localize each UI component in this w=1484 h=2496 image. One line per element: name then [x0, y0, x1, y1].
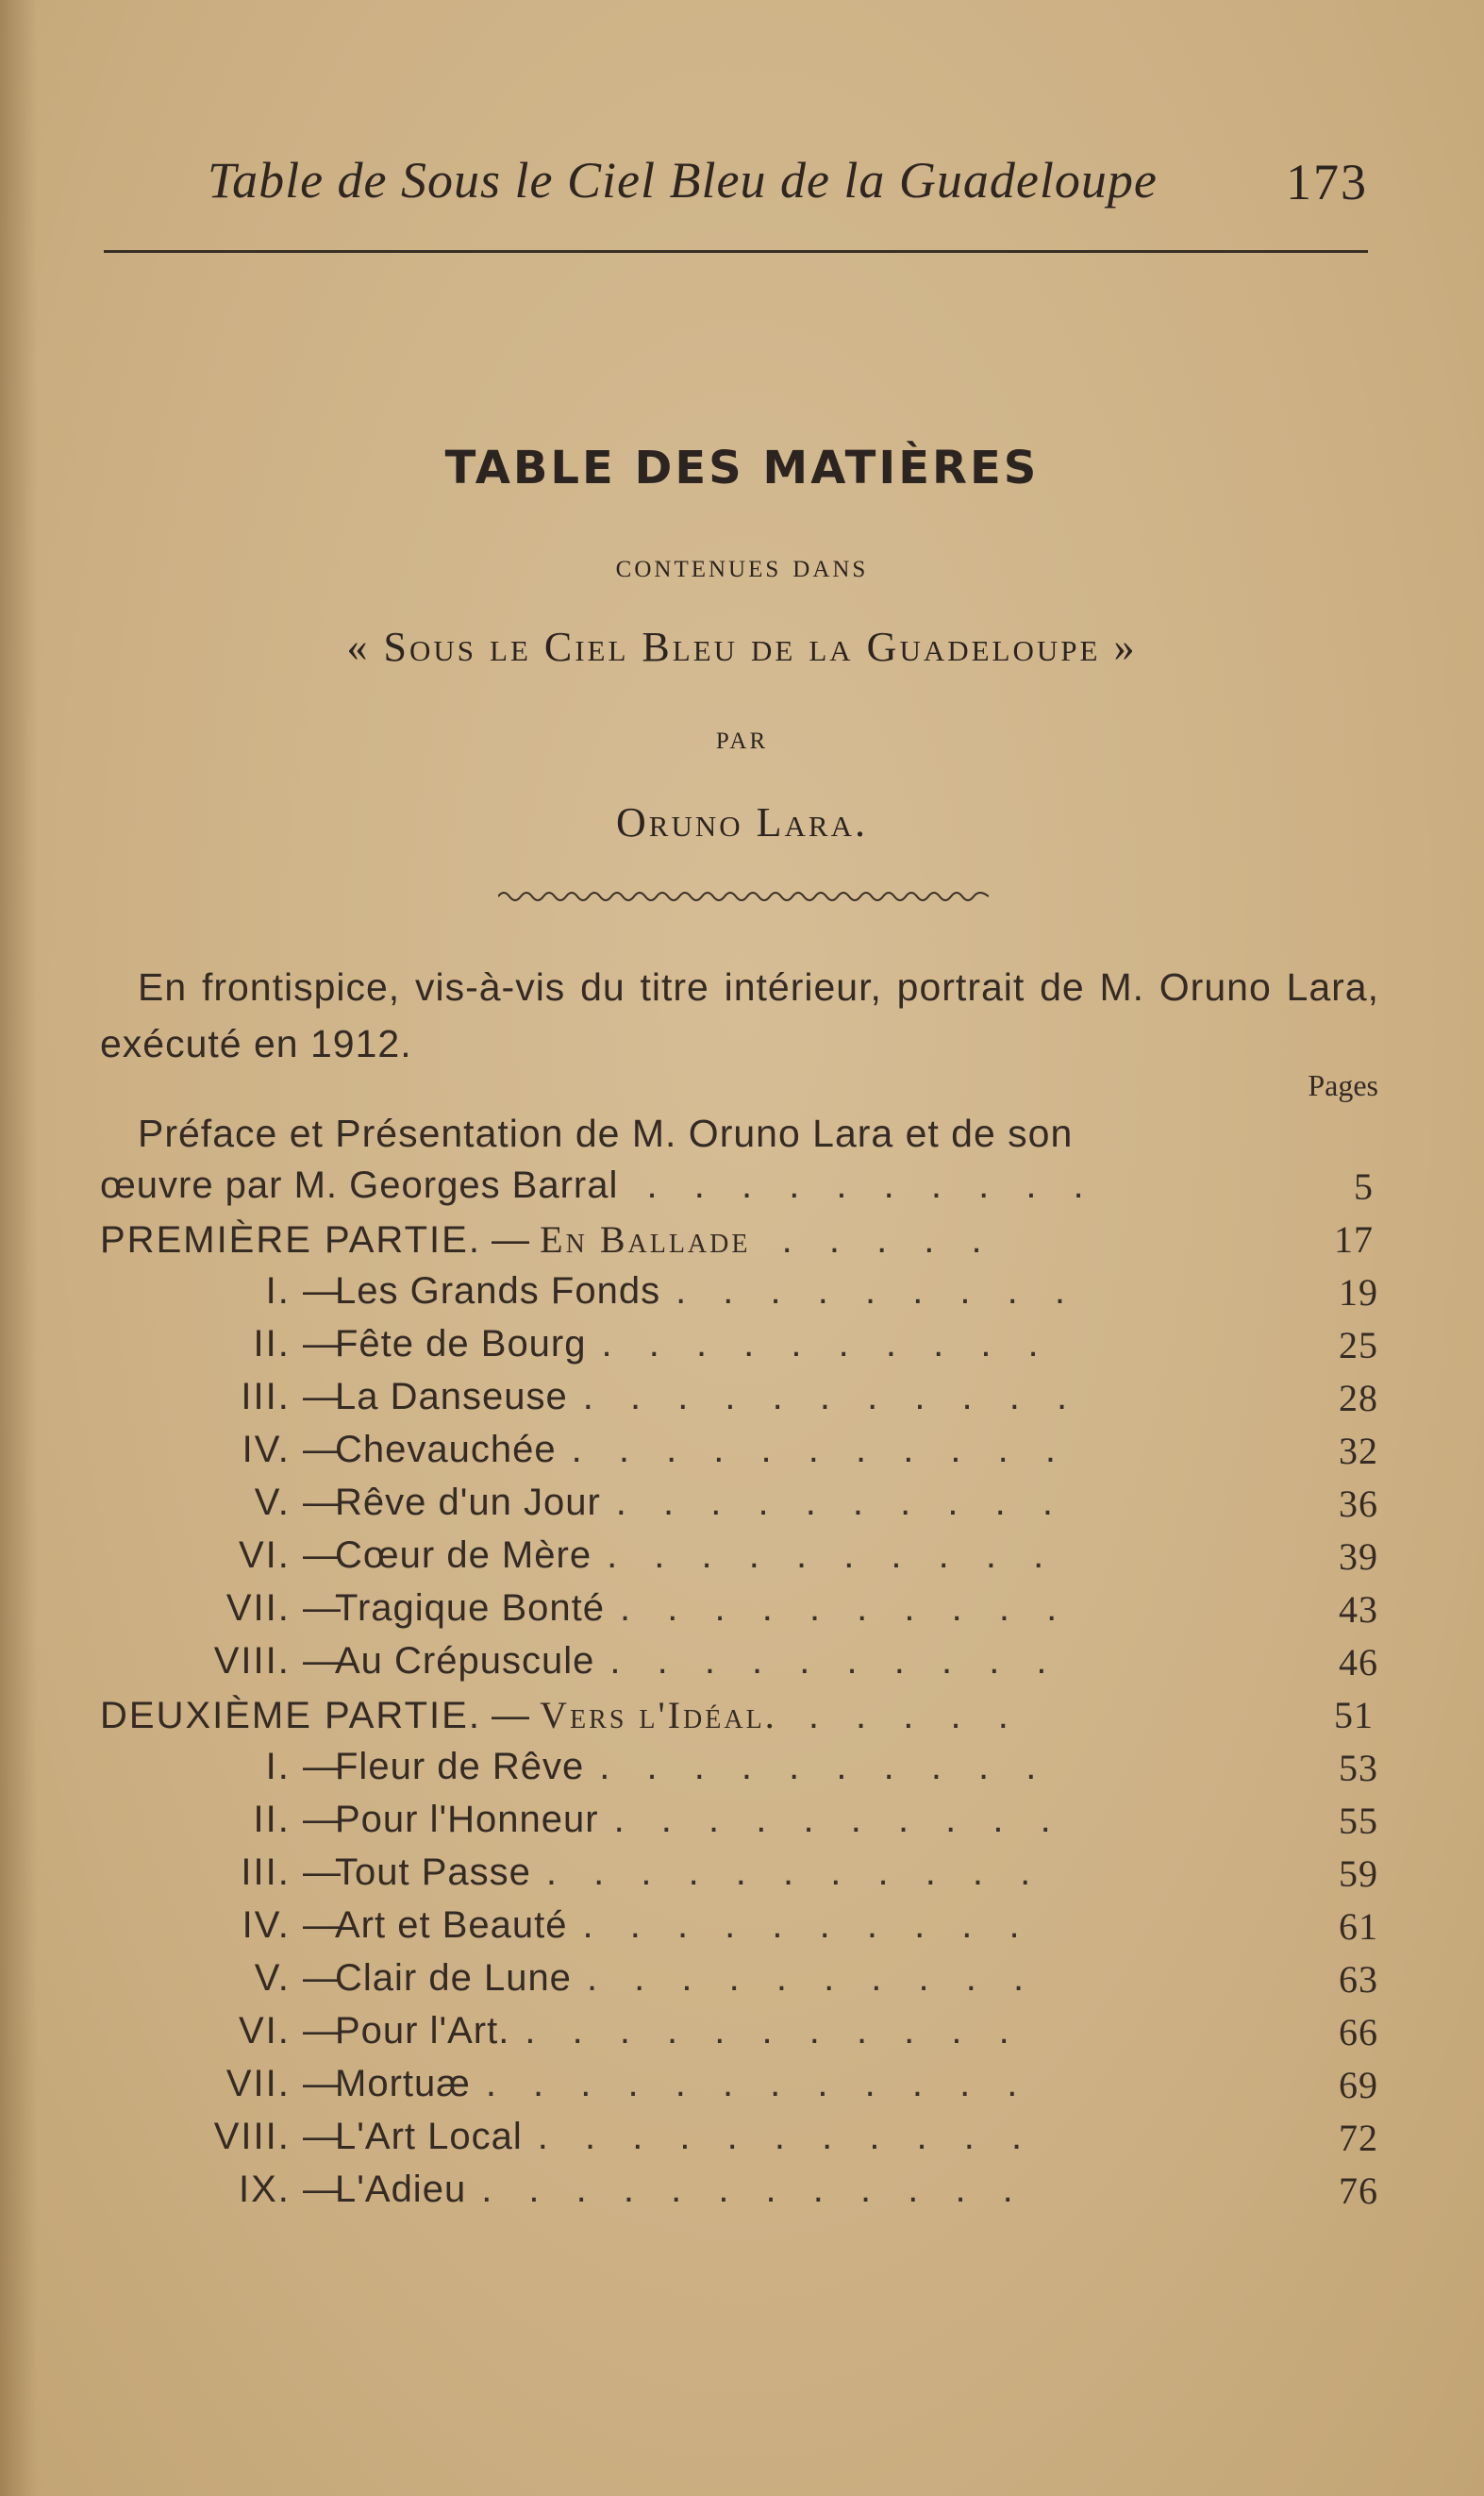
- toc-entry: [0, 2116, 1484, 2169]
- page-ref: 36: [1339, 1483, 1378, 1525]
- page-ref: 63: [1339, 1958, 1378, 2001]
- chapter-number: VI. —: [238, 1534, 342, 1576]
- chapter-title: Les Grands Fonds: [335, 1270, 661, 1312]
- leader-dots: . . . . .: [808, 1695, 1022, 1736]
- chapter-number: III. —: [241, 1376, 342, 1417]
- leader-dots: . . . . . . . . . .: [599, 1746, 1050, 1787]
- toc-entry: [0, 1270, 1484, 1323]
- leader-dots: . . . . . . . . . .: [582, 1904, 1033, 1946]
- chapter-label: [335, 1957, 1278, 2000]
- chapter-label: [335, 1587, 1278, 1630]
- page-ref: 25: [1339, 1324, 1378, 1366]
- leader-dots: . . . . . . . . . . .: [545, 1851, 1044, 1893]
- chapter-label: [335, 1429, 1278, 1471]
- chapter-title: La Danseuse: [335, 1376, 568, 1417]
- page-number: 173: [1286, 154, 1368, 210]
- toc-entry: [0, 1851, 1484, 1904]
- chapter-label: [335, 1746, 1278, 1788]
- running-title: Table de Sous le Ciel Bleu de la Guadeloupe: [208, 152, 1158, 209]
- toc-entry: [0, 1799, 1484, 1851]
- chapter-number: V. —: [254, 1482, 342, 1523]
- page-ref: 55: [1339, 1800, 1378, 1842]
- chapter-number: VIII. —: [213, 2116, 342, 2157]
- part-subtitle: Vers l'Idéal.: [540, 1694, 777, 1736]
- leader-dots: . . . . . . . . . .: [613, 1799, 1064, 1840]
- page-ref: 59: [1339, 1852, 1378, 1895]
- chapter-number: I. —: [265, 1270, 342, 1312]
- page-ref: 17: [1334, 1218, 1374, 1261]
- header-rule: [104, 250, 1368, 253]
- chapter-number: II. —: [253, 1323, 342, 1365]
- leader-dots: . . . . .: [781, 1219, 995, 1261]
- toc-entry: [0, 1587, 1484, 1640]
- part-separator: —: [480, 1219, 541, 1261]
- leader-dots: . . . . . . . . .: [675, 1270, 1078, 1312]
- chapter-label: [335, 1270, 1278, 1313]
- leader-dots: . . . . . . . . . .: [601, 1323, 1052, 1365]
- part-name: PREMIÈRE PARTIE.: [100, 1219, 481, 1261]
- chapter-title: Au Crépuscule: [335, 1640, 595, 1682]
- leader-dots: . . . . . . . . . .: [607, 1534, 1058, 1576]
- chapter-label: [335, 1534, 1278, 1577]
- leader-dots: . . . . . . . . . .: [615, 1482, 1066, 1523]
- chapter-label: [335, 1482, 1278, 1524]
- chapter-number: IX. —: [238, 2169, 342, 2210]
- page-ref: 39: [1339, 1535, 1378, 1578]
- chapter-label: [335, 1640, 1278, 1683]
- toc-entry: [0, 2010, 1484, 2063]
- page-ref: 72: [1339, 2117, 1378, 2159]
- chapter-number: IV. —: [242, 1429, 342, 1470]
- page-ref: 69: [1339, 2064, 1378, 2106]
- page-ref: 66: [1339, 2011, 1378, 2053]
- chapter-title: Tout Passe: [335, 1851, 531, 1893]
- toc-entry: [0, 1429, 1484, 1482]
- part-heading: [100, 1217, 1379, 1270]
- chapter-label: [335, 1323, 1278, 1365]
- chapter-title: Tragique Bonté: [335, 1587, 606, 1629]
- leader-dots: . . . . . . . . . . .: [582, 1376, 1081, 1417]
- wavy-ornament: [498, 885, 989, 904]
- preface-line-2: œuvre par M. Georges Barral: [100, 1164, 619, 1206]
- chapter-title: Art et Beauté: [335, 1904, 568, 1946]
- chapter-label: [335, 1904, 1278, 1947]
- leader-dots: . . . . . . . . . . . .: [481, 2169, 1026, 2210]
- toc-entry: [0, 2063, 1484, 2116]
- pages-column-label: Pages: [1308, 1068, 1378, 1102]
- chapter-label: [335, 2169, 1278, 2211]
- chapter-number: VII. —: [225, 2063, 342, 2104]
- book-title: « Sous le Ciel Bleu de la Guadeloupe »: [346, 624, 1138, 670]
- author-name: Oruno Lara.: [616, 799, 868, 846]
- page-ref: 61: [1339, 1905, 1378, 1948]
- leader-dots: . . . . . . . . . . .: [537, 2116, 1036, 2157]
- chapter-number: III. —: [241, 1851, 342, 1893]
- part-heading: [100, 1693, 1379, 1746]
- chapter-title: L'Art Local: [335, 2116, 523, 2157]
- chapter-label: [335, 1376, 1278, 1418]
- chapter-title: Cœur de Mère: [335, 1534, 592, 1576]
- by-label: par: [715, 718, 769, 756]
- chapter-label: [335, 2116, 1278, 2158]
- page-ref: 53: [1339, 1747, 1378, 1789]
- chapter-number: II. —: [253, 1799, 342, 1840]
- running-head: [104, 151, 1368, 226]
- toc-entry: [0, 1957, 1484, 2010]
- toc-entry: [0, 2169, 1484, 2221]
- chapter-title: Pour l'Honneur: [335, 1799, 599, 1840]
- chapter-number: I. —: [265, 1746, 342, 1787]
- frontispiece-note: En frontispice, vis-à-vis du titre intérieur, portrait de M. Oruno Lara, exécuté en 1912.: [100, 965, 1379, 1065]
- page-ref: 32: [1339, 1430, 1378, 1472]
- page-ref: 51: [1334, 1694, 1374, 1736]
- leader-dots: . . . . . . . . . . .: [525, 2010, 1023, 2052]
- toc-entry: [0, 1904, 1484, 1957]
- chapter-number: V. —: [254, 1957, 342, 1999]
- part-name: DEUXIÈME PARTIE.: [100, 1695, 481, 1736]
- leader-dots: . . . . . . . . . .: [620, 1587, 1071, 1629]
- chapter-label: [335, 1851, 1278, 1894]
- page-ref: 5: [1354, 1165, 1374, 1208]
- leader-dots: . . . . . . . . . .: [586, 1957, 1038, 1999]
- chapter-title: Fête de Bourg: [335, 1323, 587, 1365]
- chapter-title: Rêve d'un Jour: [335, 1482, 601, 1523]
- toc-entry: [0, 1640, 1484, 1693]
- chapter-title: Chevauchée: [335, 1429, 557, 1470]
- page-ref: 28: [1339, 1377, 1378, 1419]
- page-ref: 19: [1339, 1271, 1378, 1314]
- part-separator: —: [480, 1695, 541, 1736]
- chapter-label: [335, 2010, 1278, 2052]
- toc-entry: [0, 1482, 1484, 1534]
- toc-subtitle: contenues dans: [615, 546, 869, 584]
- page-ref: 46: [1339, 1641, 1378, 1684]
- leader-dots: . . . . . . . . . .: [609, 1640, 1060, 1682]
- chapter-number: VIII. —: [213, 1640, 342, 1682]
- chapter-number: VI. —: [238, 2010, 342, 2052]
- chapter-title: L'Adieu: [335, 2169, 467, 2210]
- chapter-title: Fleur de Rêve: [335, 1746, 585, 1787]
- toc-entry: [0, 1376, 1484, 1429]
- page-ref: 43: [1339, 1588, 1378, 1631]
- chapter-title: Pour l'Art.: [335, 2010, 510, 2052]
- preface-line-1: Préface et Présentation de M. Oruno Lara et de son: [138, 1112, 1074, 1155]
- chapter-label: [335, 1799, 1278, 1841]
- chapter-label: [335, 2063, 1278, 2105]
- chapter-number: IV. —: [242, 1904, 342, 1946]
- chapter-title: Mortuæ: [335, 2063, 471, 2104]
- page-ref: 76: [1339, 2169, 1378, 2212]
- toc-entry: [0, 1746, 1484, 1799]
- part-subtitle: En Ballade: [540, 1218, 751, 1261]
- toc-entry: [0, 1534, 1484, 1587]
- preface-entry: [100, 1164, 1379, 1217]
- leader-dots: . . . . . . . . . . . .: [485, 2063, 1031, 2104]
- chapter-number: VII. —: [225, 1587, 342, 1629]
- leader-dots: . . . . . . . . . .: [646, 1164, 1097, 1206]
- toc-entry: [0, 1323, 1484, 1376]
- leader-dots: . . . . . . . . . . .: [571, 1429, 1069, 1470]
- toc-title: TABLE DES MATIÈRES: [444, 442, 1040, 494]
- chapter-title: Clair de Lune: [335, 1957, 572, 1999]
